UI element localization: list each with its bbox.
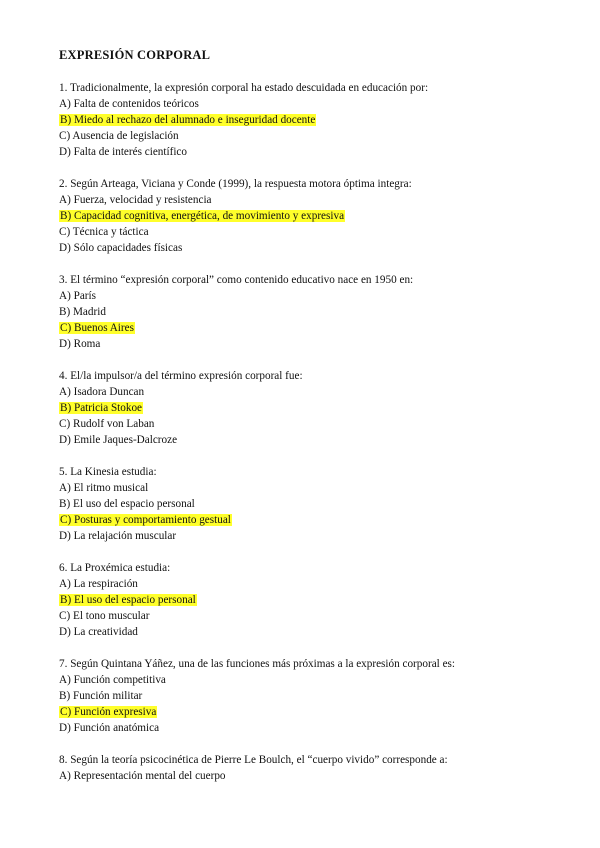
highlighted-answer-text: B) Capacidad cognitiva, energética, de movimiento y expresiva: [60, 210, 345, 222]
answer-option: [59, 288, 579, 304]
answer-option: [59, 400, 579, 416]
question-text: 7. Según Quintana Yáñez, una de las funciones más próximas a la expresión corporal es:: [59, 658, 455, 670]
answer-text: D) Sólo capacidades físicas: [59, 242, 183, 254]
question-block: [59, 176, 579, 256]
question-block: [59, 656, 579, 736]
question-text: 4. El/la impulsor/a del término expresión corporal fue:: [59, 370, 303, 382]
answer-option: [59, 320, 579, 336]
page-title: EXPRESIÓN CORPORAL: [59, 48, 211, 62]
highlighted-answer-text: B) Patricia Stokoe: [60, 402, 143, 414]
answer-text: B) Madrid: [59, 306, 106, 318]
answer-text: D) La creatividad: [59, 626, 138, 638]
question-block: [59, 272, 579, 352]
answer-text: A) París: [59, 290, 96, 302]
answer-option: [59, 768, 579, 784]
highlighted-answer-text: B) El uso del espacio personal: [60, 594, 196, 606]
answer-text: A) El ritmo musical: [59, 482, 149, 494]
answer-option: [59, 128, 579, 144]
answer-text: C) Rudolf von Laban: [59, 418, 155, 430]
answer-text: A) Isadora Duncan: [59, 386, 145, 398]
highlighted-answer-text: C) Buenos Aires: [60, 322, 134, 334]
answer-option: [59, 480, 579, 496]
question-text: 5. La Kinesia estudia:: [59, 466, 157, 478]
highlighted-answer-text: B) Miedo al rechazo del alumnado e inseguridad docente: [60, 114, 316, 126]
question-block: [59, 560, 579, 640]
answer-option: [59, 208, 579, 224]
question-text: 2. Según Arteaga, Viciana y Conde (1999), la respuesta motora óptima integra:: [59, 178, 412, 190]
answer-option: [59, 512, 579, 528]
answer-option: [59, 224, 579, 240]
answer-option: [59, 496, 579, 512]
answer-option: [59, 416, 579, 432]
question-list: [59, 80, 579, 800]
question-text: 8. Según la teoría psicocinética de Pierre Le Boulch, el “cuerpo vivido” corresponde a:: [59, 754, 448, 766]
question-block: [59, 464, 579, 544]
answer-text: C) Ausencia de legislación: [59, 130, 179, 142]
answer-option: [59, 192, 579, 208]
answer-option: [59, 336, 579, 352]
answer-option: [59, 608, 579, 624]
question-block: [59, 368, 579, 448]
answer-option: [59, 720, 579, 736]
answer-text: A) Falta de contenidos teóricos: [59, 98, 199, 110]
answer-text: C) El tono muscular: [59, 610, 150, 622]
answer-text: D) Emile Jaques-Dalcroze: [59, 434, 178, 446]
answer-option: [59, 96, 579, 112]
answer-option: [59, 432, 579, 448]
answer-text: B) El uso del espacio personal: [59, 498, 195, 510]
answer-option: [59, 704, 579, 720]
answer-text: D) Roma: [59, 338, 101, 350]
answer-option: [59, 240, 579, 256]
answer-option: [59, 688, 579, 704]
answer-option: [59, 576, 579, 592]
highlighted-answer-text: C) Posturas y comportamiento gestual: [60, 514, 231, 526]
answer-option: [59, 304, 579, 320]
answer-text: D) Falta de interés científico: [59, 146, 187, 158]
answer-option: [59, 144, 579, 160]
question-block: [59, 80, 579, 160]
answer-option: [59, 528, 579, 544]
highlighted-answer-text: C) Función expresiva: [60, 706, 157, 718]
answer-text: C) Técnica y táctica: [59, 226, 149, 238]
question-text: 1. Tradicionalmente, la expresión corporal ha estado descuidada en educación por:: [59, 82, 429, 94]
question-text: 6. La Proxémica estudia:: [59, 562, 171, 574]
answer-option: [59, 384, 579, 400]
answer-text: A) Fuerza, velocidad y resistencia: [59, 194, 212, 206]
question-text: 3. El término “expresión corporal” como contenido educativo nace en 1950 en:: [59, 274, 414, 286]
answer-text: B) Función militar: [59, 690, 143, 702]
answer-text: A) Función competitiva: [59, 674, 166, 686]
answer-option: [59, 672, 579, 688]
answer-text: D) Función anatómica: [59, 722, 160, 734]
answer-option: [59, 112, 579, 128]
answer-option: [59, 592, 579, 608]
answer-text: D) La relajación muscular: [59, 530, 177, 542]
answer-option: [59, 624, 579, 640]
question-block: [59, 752, 579, 784]
answer-text: A) Representación mental del cuerpo: [59, 770, 226, 782]
answer-text: A) La respiración: [59, 578, 138, 590]
